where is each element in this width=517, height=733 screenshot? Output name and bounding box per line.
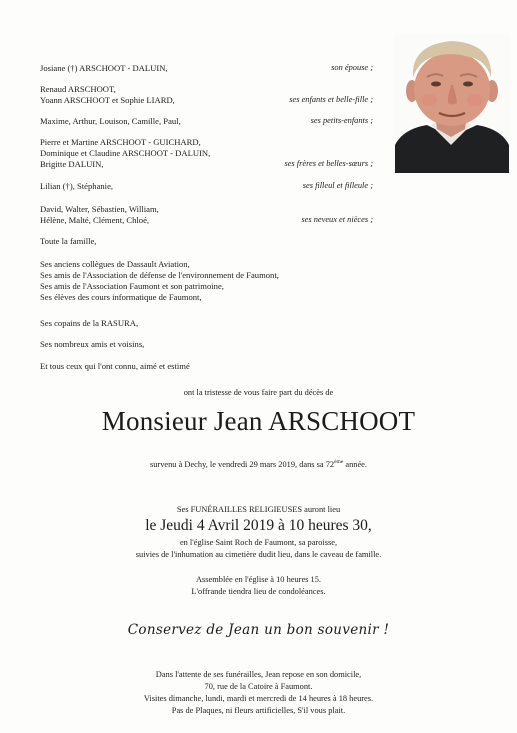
family-line-grandchildren: Maxime, Arthur, Louison, Camille, Paul, [40, 116, 181, 126]
family-line-whole-family: Toute la famille, [40, 236, 97, 246]
remembrance-script: Conservez de Jean un bon souvenir ! [127, 622, 390, 638]
family-line-neighbors: Ses nombreux amis et voisins, [40, 339, 145, 349]
funeral-assembly: Assemblée en l'église à 10 heures 15. [195, 575, 321, 584]
portrait-photo [393, 33, 511, 173]
funeral-date: le Jeudi 4 Avril 2019 à 10 heures 30, [145, 517, 372, 534]
family-line-assoc-heritage: Ses amis de l'Association Faumont et son patrimoine, [40, 281, 224, 291]
relation-spouse: son épouse ; [331, 63, 373, 72]
family-line-renaud: Renaud ARSCHOOT, [40, 84, 116, 94]
family-line-rasura: Ses copains de la RASURA, [40, 318, 139, 328]
rest-line-1: Dans l'attente de ses funérailles, Jean repose en son domicile, [155, 670, 362, 679]
relation-nephews: ses neveux et nièces ; [301, 215, 373, 224]
family-line-pierre: Pierre et Martine ARSCHOOT - GUICHARD, [40, 137, 201, 147]
relation-children: ses enfants et belle-fille ; [289, 95, 373, 104]
death-info-end: année. [343, 460, 367, 469]
funeral-burial: suivies de l'inhumation au cimetière dudit lieu, dans le caveau de famille. [135, 550, 382, 559]
no-flowers-note: Pas de Plaques, ni fleurs artificielles, S'il vous plait. [171, 706, 346, 715]
family-line-dominique: Dominique et Claudine ARSCHOOT - DALUIN, [40, 148, 211, 158]
family-line-all: Et tous ceux qui l'ont connu, aimé et estimé [40, 361, 190, 371]
relation-siblings: ses frères et belles-sœurs ; [284, 159, 373, 168]
funeral-church: en l'église Saint Roch de Faumont, sa paroisse, [179, 538, 338, 547]
family-line-godchildren: Lilian (†), Stéphanie, [40, 181, 114, 191]
funeral-offering: L'offrande tiendra lieu de condoléances. [191, 587, 326, 596]
family-line-yoann: Yoann ARSCHOOT et Sophie LIARD, [40, 95, 175, 105]
family-line-assoc-env: Ses amis de l'Association de défense de l'environnement de Faumont, [40, 270, 279, 280]
relation-grandchildren: ses petits-enfants ; [310, 116, 373, 125]
visiting-hours: Visites dimanche, lundi, mardi et mercredi de 14 heures à 18 heures. [143, 694, 374, 703]
death-info-ordinal: ème [334, 459, 344, 466]
relation-godchildren: ses filleul et filleule ; [302, 181, 373, 190]
funeral-heading: Ses FUNÉRAILLES RELIGIEUSES auront lieu [176, 505, 341, 514]
death-info-text: survenu à Dechy, le vendredi 29 mars 2019, dans sa 72 [149, 460, 335, 469]
announcement-intro: ont la tristesse de vous faire part du décès de [183, 388, 334, 397]
family-line-nephews-2: Hélène, Malté, Clément, Chloé, [40, 215, 150, 225]
family-line-colleagues: Ses anciens collègues de Dassault Aviation, [40, 259, 190, 269]
family-line-brigitte: Brigitte DALUIN, [40, 159, 104, 169]
death-info [0, 460, 517, 469]
deceased-name: Monsieur Jean ARSCHOOT [101, 406, 416, 436]
family-line-students: Ses élèves des cours informatique de Faumont, [40, 292, 202, 302]
rest-line-2: 70, rue de la Catoire à Faumont. [204, 682, 313, 691]
family-line-josiane: Josiane (†) ARSCHOOT - DALUIN, [40, 63, 168, 73]
family-line-nephews-1: David, Walter, Sébastien, William, [40, 204, 159, 214]
